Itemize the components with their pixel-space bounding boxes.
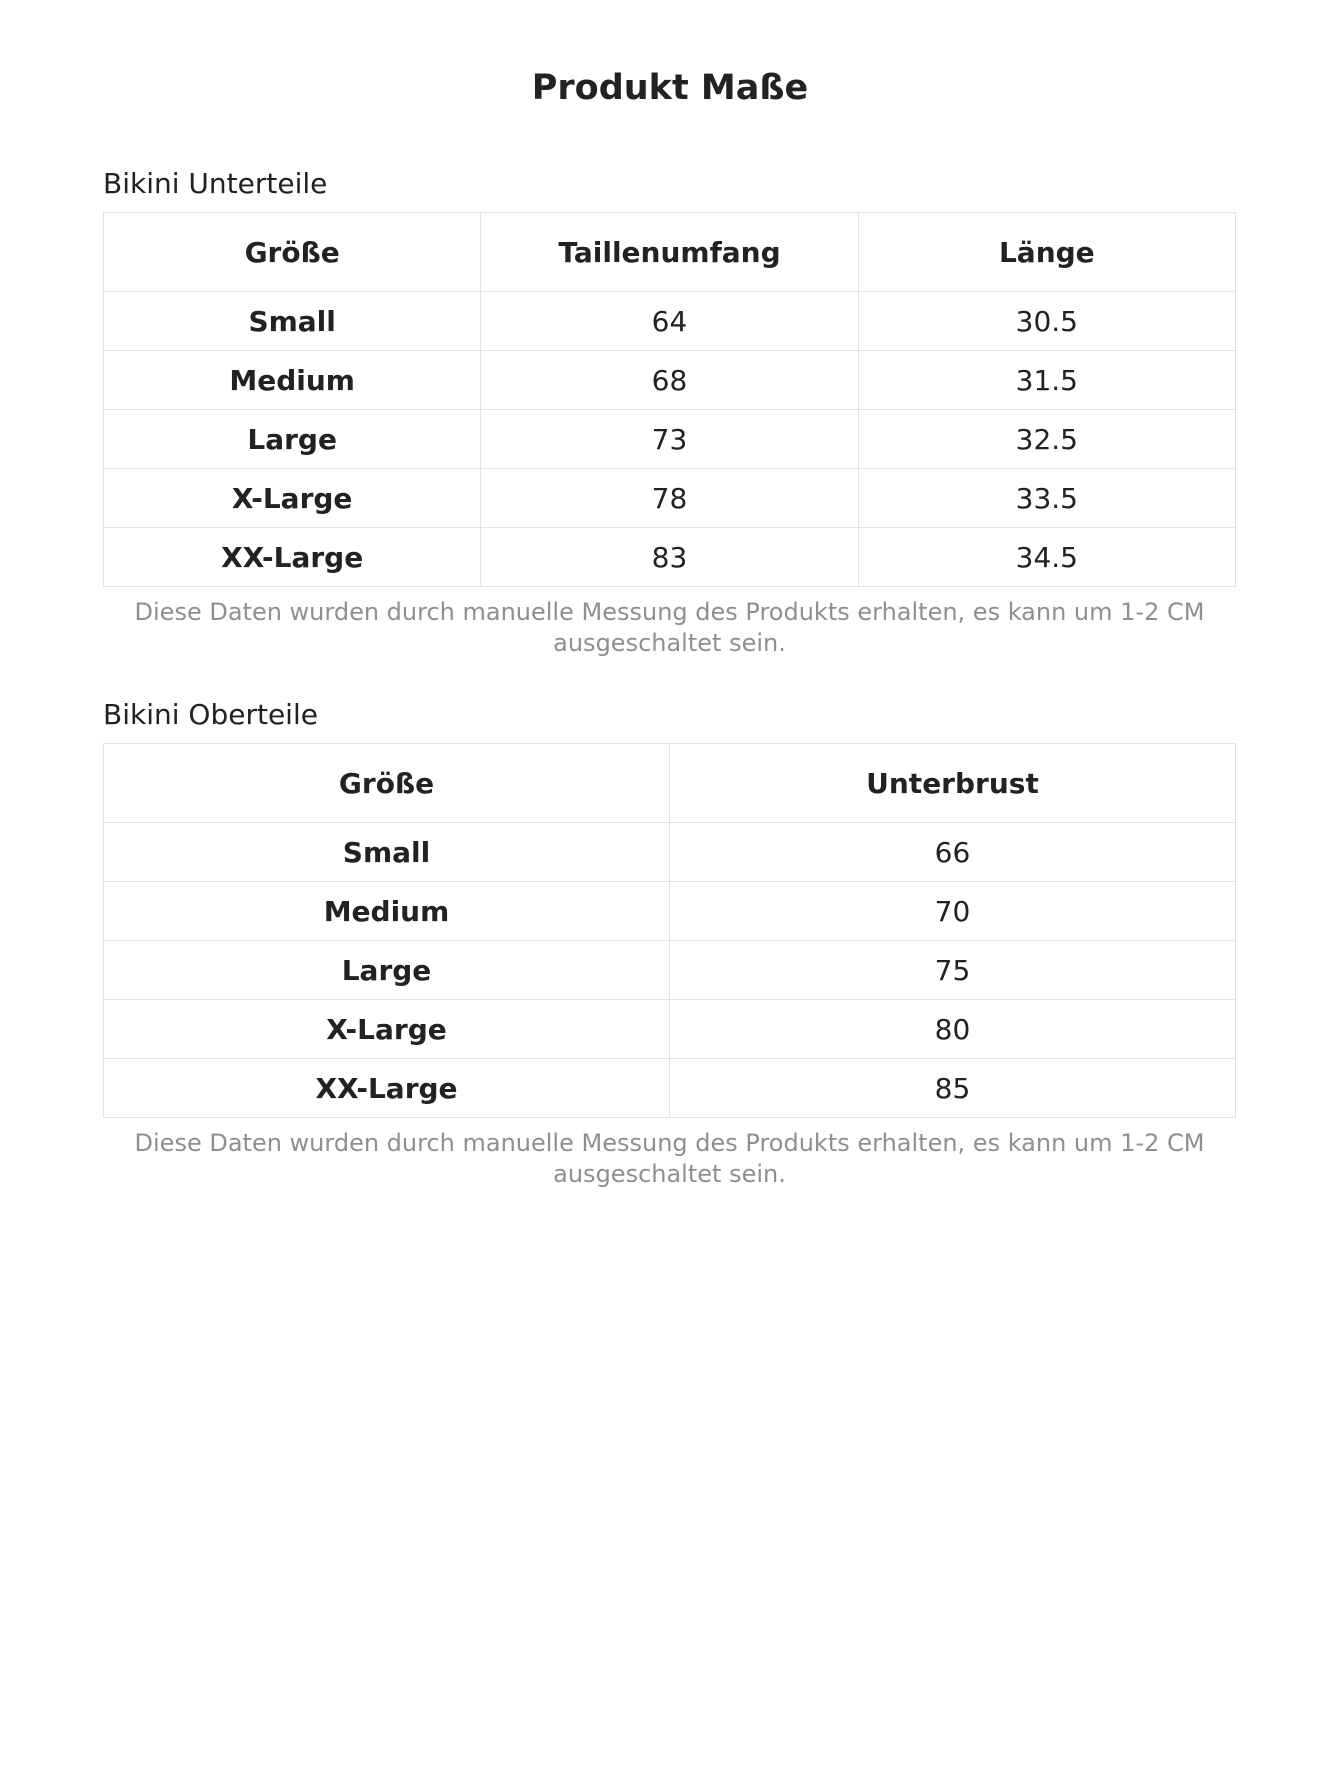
- table-row: [104, 941, 1236, 1000]
- table-row: [104, 469, 1236, 528]
- column-header-size: Größe: [104, 744, 670, 823]
- column-header-length: Länge: [858, 213, 1235, 292]
- table-row: [104, 410, 1236, 469]
- length-cell: 34.5: [858, 528, 1235, 587]
- size-cell: Small: [104, 823, 670, 882]
- underbust-cell: 70: [670, 882, 1236, 941]
- table-row: [104, 823, 1236, 882]
- measurement-note: Diese Daten wurden durch manuelle Messung des Produkts erhalten, es kann um 1-2 CM ausgeschaltet sein.: [134, 598, 1205, 657]
- size-cell: XX-Large: [104, 1059, 670, 1118]
- table-header-row: [104, 213, 1236, 292]
- bottoms-size-table: [103, 212, 1236, 587]
- size-cell: Large: [104, 410, 481, 469]
- length-cell: 33.5: [858, 469, 1235, 528]
- size-cell: Large: [104, 941, 670, 1000]
- size-cell: Medium: [104, 351, 481, 410]
- size-cell: Medium: [104, 882, 670, 941]
- column-header-waist: Taillenumfang: [481, 213, 858, 292]
- tops-section: [103, 697, 1236, 1190]
- size-cell: Small: [104, 292, 481, 351]
- length-cell: 30.5: [858, 292, 1235, 351]
- column-header-size: Größe: [104, 213, 481, 292]
- page-title: Produkt Maße: [531, 68, 809, 108]
- tops-size-table: [103, 743, 1236, 1118]
- waist-cell: 83: [481, 528, 858, 587]
- length-cell: 31.5: [858, 351, 1235, 410]
- size-cell: X-Large: [104, 1000, 670, 1059]
- table-row: [104, 1059, 1236, 1118]
- table-row: [104, 351, 1236, 410]
- bottoms-section-title: Bikini Unterteile: [103, 167, 328, 200]
- size-cell: X-Large: [104, 469, 481, 528]
- underbust-cell: 85: [670, 1059, 1236, 1118]
- underbust-cell: 66: [670, 823, 1236, 882]
- table-row: [104, 528, 1236, 587]
- table-header-row: [104, 744, 1236, 823]
- table-row: [104, 292, 1236, 351]
- measurement-note: Diese Daten wurden durch manuelle Messung des Produkts erhalten, es kann um 1-2 CM ausgeschaltet sein.: [134, 1129, 1205, 1188]
- column-header-underbust: Unterbrust: [670, 744, 1236, 823]
- bottoms-section: [103, 166, 1236, 659]
- length-cell: 32.5: [858, 410, 1235, 469]
- table-row: [104, 882, 1236, 941]
- size-cell: XX-Large: [104, 528, 481, 587]
- waist-cell: 73: [481, 410, 858, 469]
- underbust-cell: 80: [670, 1000, 1236, 1059]
- table-row: [104, 1000, 1236, 1059]
- underbust-cell: 75: [670, 941, 1236, 1000]
- tops-section-title: Bikini Oberteile: [103, 698, 318, 731]
- waist-cell: 64: [481, 292, 858, 351]
- waist-cell: 68: [481, 351, 858, 410]
- waist-cell: 78: [481, 469, 858, 528]
